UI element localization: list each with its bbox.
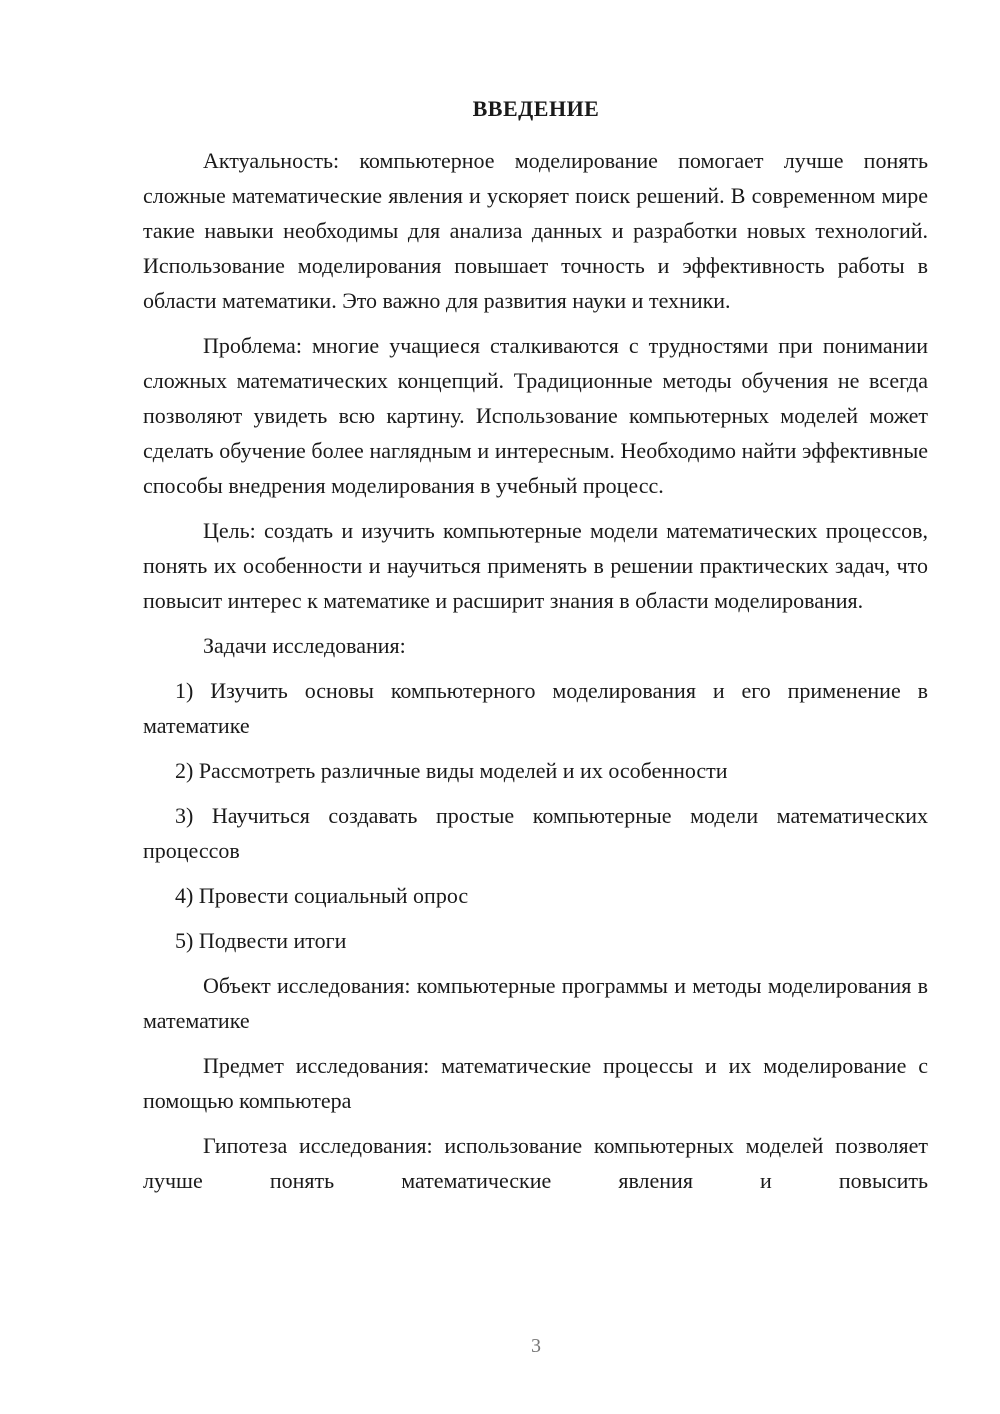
page-number: 3 [531, 1335, 541, 1357]
task-item-3: 3) Научиться создавать простые компьютерные модели математических процессов [143, 803, 928, 863]
paragraph-object: Объект исследования: компьютерные программы и методы моделирования в математике [143, 973, 928, 1033]
document-body [143, 143, 928, 1208]
paragraph-subject: Предмет исследования: математические процессы и их моделирование с помощью компьютера [143, 1053, 928, 1113]
task-item-5: 5) Подвести итоги [175, 928, 347, 953]
paragraph-relevance: Актуальность: компьютерное моделирование помогает лучше понять сложные математические явления и ускоряет поиск решений. В современном мире такие навыки необходимы для анализа данных и разработки новых технологий. Использование моделирования повышает точность и эффективность работы в области математики. Это важно для развития науки и техники. [143, 148, 928, 313]
paragraph-hypothesis: Гипотеза исследования: использование компьютерных моделей позволяет лучше понять математические явления и повысить [143, 1133, 928, 1193]
paragraph-problem: Проблема: многие учащиеся сталкиваются с трудностями при понимании сложных математических концепций. Традиционные методы обучения не всегда позволяют увидеть всю картину. Использование компьютерных моделей может сделать обучение более наглядным и интересным. Необходимо найти эффективные способы внедрения моделирования в учебный процесс. [143, 333, 928, 498]
task-item-4: 4) Провести социальный опрос [175, 883, 469, 908]
task-item-2: 2) Рассмотреть различные виды моделей и их особенности [175, 758, 728, 783]
paragraph-goal: Цель: создать и изучить компьютерные модели математических процессов, понять их особенности и научиться применять в решении практических задач, что повысит интерес к математике и расширит знания в области моделирования. [143, 518, 928, 613]
section-title: ВВЕДЕНИЕ [472, 96, 600, 121]
tasks-heading: Задачи исследования: [203, 633, 406, 658]
task-item-1: 1) Изучить основы компьютерного моделирования и его применение в математике [143, 678, 928, 738]
